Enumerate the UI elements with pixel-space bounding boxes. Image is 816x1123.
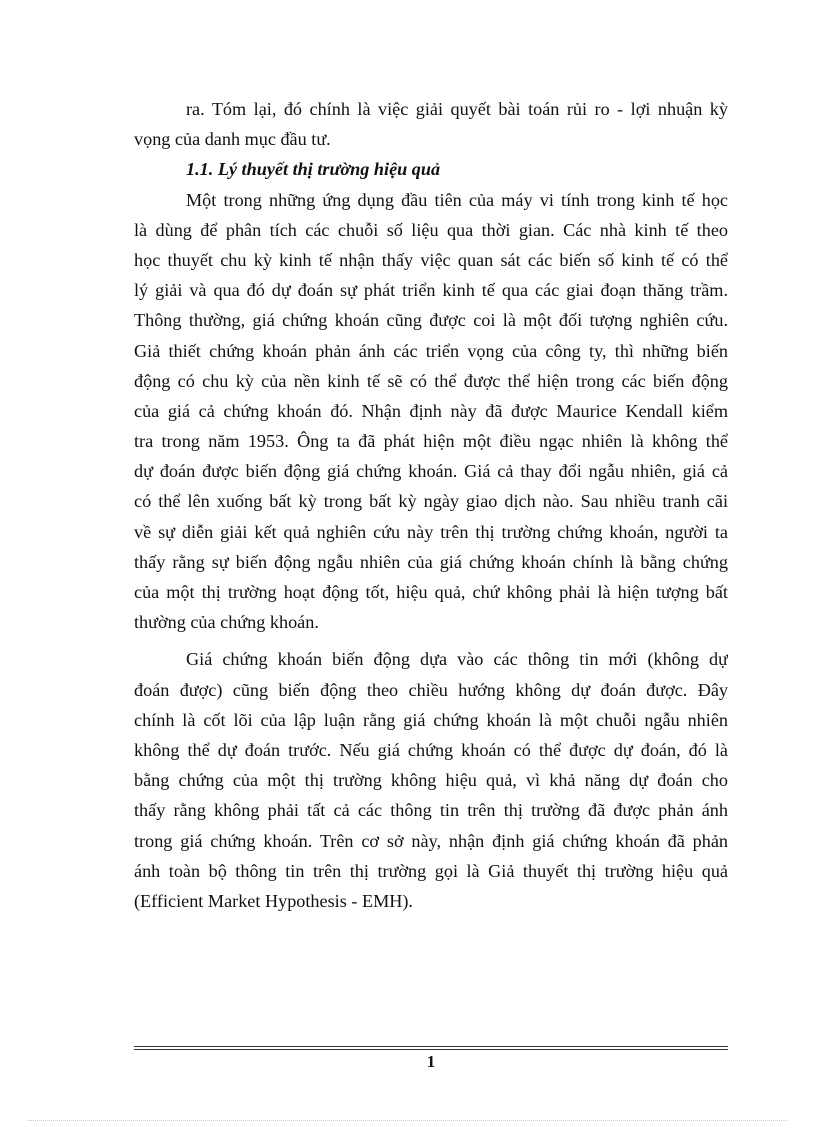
paragraph-1-line: Một trong những ứng dụng đầu tiên của máy vi tính trong kinh tế học <box>186 189 728 210</box>
page-edge-divider <box>28 1120 788 1121</box>
paragraph-1-line: dự đoán được biến động giá chứng khoán. Giá cả thay đổi ngẫu nhiên, giá cả <box>134 461 728 482</box>
page-number: 1 <box>426 1052 436 1071</box>
section-heading: 1.1. Lý thuyết thị trường hiệu quả <box>186 159 441 180</box>
paragraph-1-line: tra trong năm 1953. Ông ta đã phát hiện một điều ngạc nhiên là không thể <box>134 431 728 452</box>
paragraph-spacer <box>134 637 728 644</box>
paragraph-2-line: chính là cốt lõi của lập luận rằng giá chứng khoán là một chuỗi ngẫu nhiên <box>134 709 728 730</box>
intro-line-2: vọng của danh mục đầu tư. <box>134 129 331 150</box>
intro-line-1: ra. Tóm lại, đó chính là việc giải quyết bài toán rủi ro - lợi nhuận kỳ <box>186 99 728 119</box>
paragraph-1-line: Thông thường, giá chứng khoán cũng được coi là một đối tượng nghiên cứu. <box>134 310 728 331</box>
paragraph-2 <box>134 644 728 916</box>
paragraph-1-line: của giá cả chứng khoán đó. Nhận định này đã được Maurice Kendall kiểm <box>134 400 728 421</box>
paragraph-1-line: của một thị trường hoạt động tốt, hiệu quả, chứ không phải là hiện tượng bất <box>134 582 728 602</box>
paragraph-2-line: không thể dự đoán trước. Nếu giá chứng khoán có thể được dự đoán, đó là <box>134 739 728 760</box>
paragraph-1-line: lý giải và qua đó dự đoán sự phát triển kinh tế qua các giai đoạn thăng trầm. <box>134 280 728 301</box>
paragraph-2-line: đoán được) cũng biến động theo chiều hướng không dự đoán được. Đây <box>134 679 728 700</box>
footer-rule-bottom <box>134 1049 728 1050</box>
paragraph-1-line: về sự diễn giải kết quả nghiên cứu này trên thị trường chứng khoán, người ta <box>134 521 728 542</box>
paragraph-1-line: động có chu kỳ của nền kinh tế sẽ có thể được thể hiện trong các biến động <box>134 370 728 391</box>
paragraph-1-line: Giả thiết chứng khoán phản ánh các triển vọng của công ty, thì những biến <box>134 340 728 361</box>
paragraph-2-line: bằng chứng của một thị trường không hiệu quả, vì khả năng dự đoán cho <box>134 770 728 791</box>
paragraph-2-line: ánh toàn bộ thông tin trên thị trường gọi là Giả thuyết thị trường hiệu quả <box>134 860 728 881</box>
footer-rule-top <box>134 1046 728 1047</box>
paragraph-2-line: thấy rằng không phải tất cả các thông tin trên thị trường đã được phản ánh <box>134 800 728 821</box>
paragraph-2-line: Giá chứng khoán biến động dựa vào các thông tin mới (không dự <box>186 649 728 670</box>
paragraph-1-line: là dùng để phân tích các chuỗi số liệu qua thời gian. Các nhà kinh tế theo <box>134 219 728 240</box>
paragraph-2-line: (Efficient Market Hypothesis - EMH). <box>134 890 413 911</box>
page-body <box>134 94 728 916</box>
paragraph-2-line: trong giá chứng khoán. Trên cơ sở này, nhận định giá chứng khoán đã phản <box>134 830 728 851</box>
paragraph-1-line: học thuyết chu kỳ kinh tế nhận thấy việc quan sát các biến số kinh tế có thể <box>134 249 728 270</box>
paragraph-1 <box>134 185 728 638</box>
paragraph-1-line: thấy rằng sự biến động ngẫu nhiên của giá chứng khoán chính là bằng chứng <box>134 551 728 572</box>
paragraph-1-line: có thể lên xuống bất kỳ trong bất kỳ ngày giao dịch nào. Sau nhiều tranh cãi <box>134 491 728 512</box>
paragraph-1-line: thường của chứng khoán. <box>134 612 319 633</box>
